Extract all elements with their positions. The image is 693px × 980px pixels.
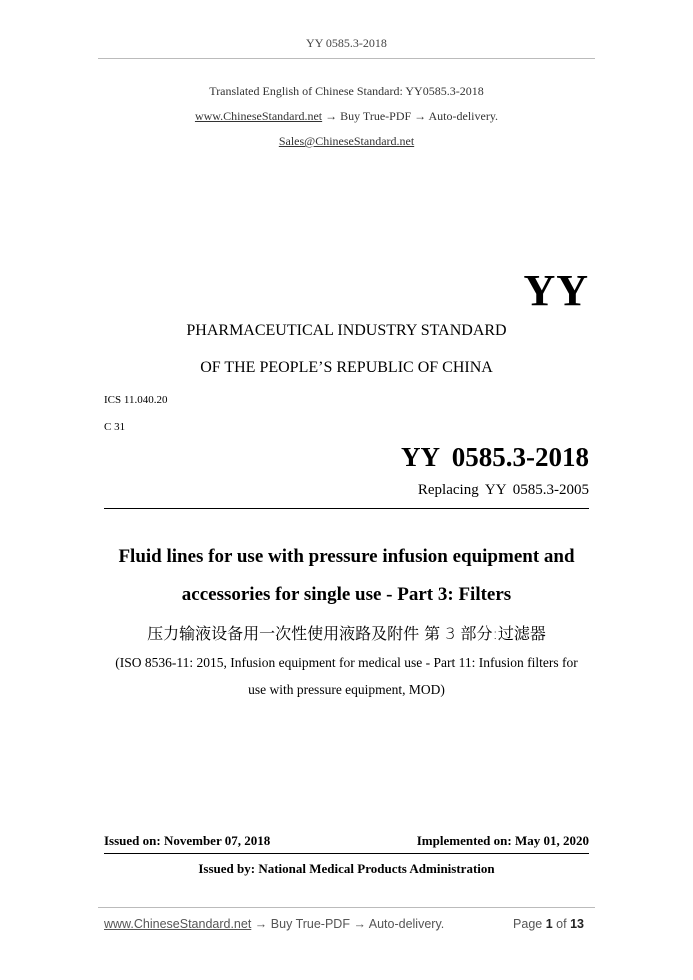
title-rule — [104, 508, 589, 509]
dates-rule — [104, 853, 589, 854]
arrow-right-icon: → — [353, 917, 366, 931]
arrow-right-icon: → — [325, 109, 338, 123]
site-link[interactable]: www.ChineseStandard.net — [194, 109, 323, 123]
email-line — [0, 134, 693, 149]
of-label: of — [556, 917, 567, 931]
ccs-code: C 31 — [104, 421, 126, 433]
running-header: YY 0585.3-2018 — [306, 36, 387, 50]
page-total: 13 — [570, 917, 584, 931]
header-rule — [98, 58, 595, 59]
issued-date: Issued on: November 07, 2018 — [104, 833, 271, 848]
page-label: Page — [513, 917, 543, 931]
footer-buy-text: Buy True-PDF — [270, 917, 350, 931]
page-number: 1 — [545, 917, 553, 931]
document-title-line-2: accessories for single use - Part 3: Filters — [181, 584, 512, 605]
footer-purchase-line — [104, 917, 444, 931]
document-title-line-1: Fluid lines for use with pressure infusion equipment and — [118, 546, 575, 567]
arrow-right-icon: → — [414, 109, 427, 123]
chinese-title: 压力输液设备用一次性使用液路及附件 第 3 部分:过滤器 — [147, 624, 546, 643]
industry-line-1: PHARMACEUTICAL INDUSTRY STANDARD — [186, 322, 507, 339]
arrow-right-icon: → — [254, 917, 268, 931]
footer-rule — [98, 907, 595, 908]
footer-auto-delivery-text: Auto-delivery. — [368, 917, 445, 931]
translation-notice: Translated English of Chinese Standard: YY0585.3-2018 — [209, 84, 484, 98]
footer-site-link[interactable]: www.ChineseStandard.net — [104, 917, 252, 931]
issuing-authority: Issued by: National Medical Products Administration — [198, 861, 495, 876]
purchase-line — [0, 109, 693, 124]
standard-number: YY 0585.3-2018 — [401, 442, 589, 472]
ics-code: ICS 11.040.20 — [104, 394, 168, 406]
standard-code: YY — [523, 266, 589, 315]
buy-text: Buy True-PDF — [340, 109, 412, 123]
industry-line-2: OF THE PEOPLE’S REPUBLIC OF CHINA — [200, 359, 493, 376]
page-indicator — [513, 917, 584, 931]
implemented-date: Implemented on: May 01, 2020 — [416, 833, 589, 848]
sales-email-link[interactable]: Sales@ChineseStandard.net — [278, 134, 415, 148]
iso-reference-line-1: (ISO 8536-11: 2015, Infusion equipment for medical use - Part 11: Infusion filters for — [115, 655, 578, 670]
auto-delivery-text: Auto-delivery. — [428, 109, 499, 123]
iso-reference-line-2: use with pressure equipment, MOD) — [248, 682, 445, 697]
replacing-note: Replacing YY 0585.3-2005 — [417, 482, 589, 498]
